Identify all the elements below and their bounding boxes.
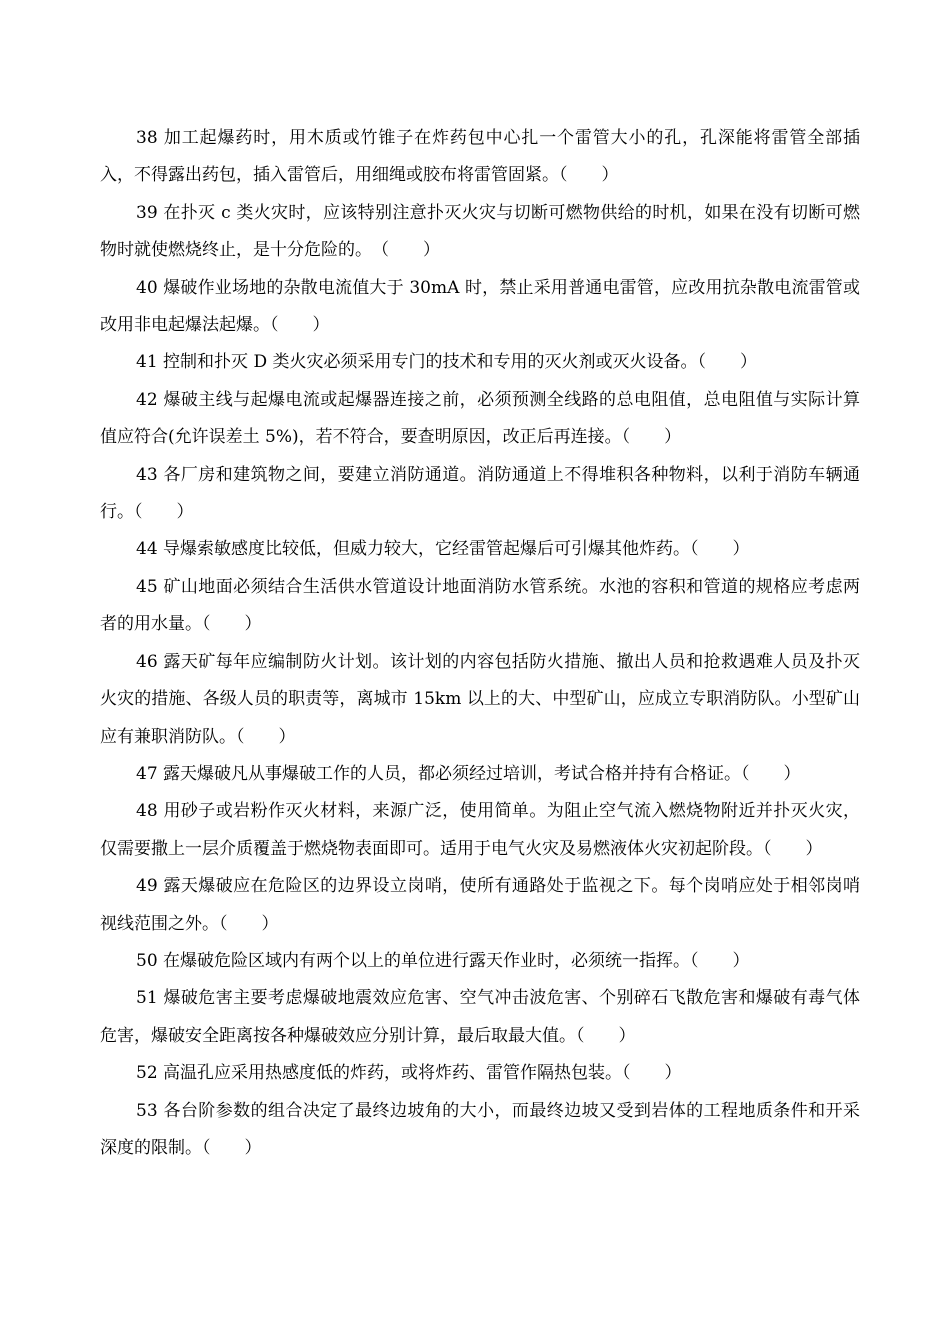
question-47: 47 露天爆破凡从事爆破工作的人员，都必须经过培训，考试合格并持有合格证。（ ）: [136, 763, 801, 784]
question-52: 52 高温孔应采用热感度低的炸药，或将炸药、雷管作隔热包装。（ ）: [136, 1063, 682, 1084]
question-44: 44 导爆索敏感度比较低，但威力较大，它经雷管起爆后可引爆其他炸药。（ ）: [136, 539, 750, 560]
question-49: 49 露天爆破应在危险区的边界设立岗哨，使所有通路处于监视之下。每个岗哨应处于相邻岗哨视线范围之外。（ ）: [100, 876, 860, 934]
question-46: 46 露天矿每年应编制防火计划。该计划的内容包括防火措施、撤出人员和抢救遇难人员及扑灭火灾的措施、各级人员的职责等，离城市 15km 以上的大、中型矿山，应成立专职消防队。小型矿山应有兼职消防队。（ ）: [100, 651, 860, 747]
question-48: 48 用砂子或岩粉作灭火材料，来源广泛，使用简单。为阻止空气流入燃烧物附近并扑灭火灾，仅需要撒上一层介质覆盖于燃烧物表面即可。适用于电气火灾及易燃液体火灾初起阶段。（ ）: [100, 801, 860, 859]
question-38: 38 加工起爆药时，用木质或竹锥子在炸药包中心扎一个雷管大小的孔，孔深能将雷管全部插入，不得露出药包，插入雷管后，用细绳或胶布将雷管固紧。（ ）: [100, 128, 860, 186]
question-41: 41 控制和扑灭 D 类火灾必须采用专门的技术和专用的灭火剂或灭火设备。（ ）: [136, 352, 757, 373]
question-list: [100, 120, 860, 1167]
question-43: 43 各厂房和建筑物之间，要建立消防通道。消防通道上不得堆积各种物料，以利于消防车辆通行。（ ）: [100, 464, 860, 523]
question-42: 42 爆破主线与起爆电流或起爆器连接之前，必须预测全线路的总电阻值，总电阻值与实际计算值应符合(允许误差土 5%)，若不符合，要查明原因，改正后再连接。（ ）: [100, 389, 860, 448]
question-51: 51 爆破危害主要考虑爆破地震效应危害、空气冲击波危害、个别碎石飞散危害和爆破有毒气体危害，爆破安全距离按各种爆破效应分别计算，最后取最大值。（ ）: [100, 988, 860, 1046]
question-50: 50 在爆破危险区域内有两个以上的单位进行露天作业时，必须统一指挥。（ ）: [136, 950, 750, 971]
question-40: 40 爆破作业场地的杂散电流值大于 30mA 时，禁止采用普通电雷管，应改用抗杂散电流雷管或改用非电起爆法起爆。（ ）: [100, 277, 860, 336]
question-39: 39 在扑灭 c 类火灾时，应该特别注意扑灭火灾与切断可燃物供给的时机，如果在没有切断可燃物时就使燃烧终止，是十分危险的。 （ ）: [100, 202, 860, 261]
question-53: 53 各台阶参数的组合决定了最终边坡角的大小，而最终边坡又受到岩体的工程地质条件和开采深度的限制。（ ）: [100, 1100, 860, 1158]
question-45: 45 矿山地面必须结合生活供水管道设计地面消防水管系统。水池的容积和管道的规格应考虑两者的用水量。（ ）: [100, 576, 860, 635]
